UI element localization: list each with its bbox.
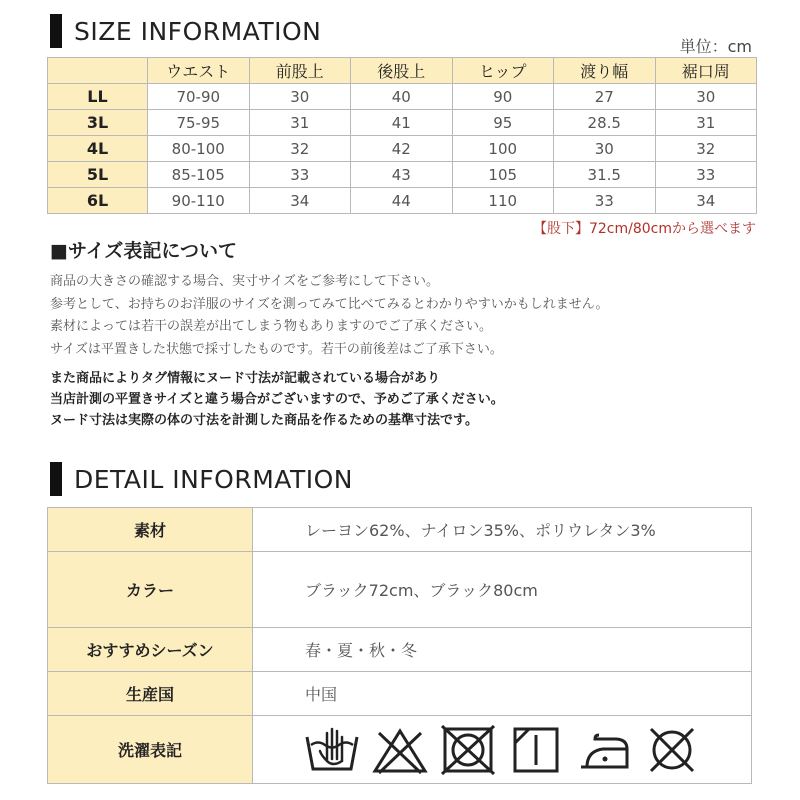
detail-label: 生産国 bbox=[48, 672, 253, 716]
table-cell: 105 bbox=[452, 162, 554, 188]
table-cell: 31.5 bbox=[554, 162, 656, 188]
table-cell: 95 bbox=[452, 110, 554, 136]
table-cell: 110 bbox=[452, 188, 554, 214]
table-row bbox=[48, 628, 752, 672]
note-line: 商品の大きさの確認する場合、実寸サイズをご参考にして下さい。 bbox=[50, 274, 439, 289]
table-cell: 70-90 bbox=[148, 84, 250, 110]
note-line: 当店計測の平置きサイズと違う場合がございますので、予めご了承ください。 bbox=[50, 392, 504, 407]
detail-label: カラー bbox=[48, 552, 253, 628]
size-label: 5L bbox=[48, 162, 148, 188]
detail-value: 中国 bbox=[253, 672, 752, 716]
table-cell: 34 bbox=[249, 188, 351, 214]
detail-section-header bbox=[50, 462, 353, 496]
table-cell: 31 bbox=[249, 110, 351, 136]
size-table-corner bbox=[48, 58, 148, 84]
detail-section-title: DETAIL INFORMATION bbox=[74, 464, 353, 494]
size-label: 3L bbox=[48, 110, 148, 136]
size-section-header bbox=[50, 14, 321, 48]
table-row bbox=[48, 672, 752, 716]
detail-label: 素材 bbox=[48, 508, 253, 552]
size-label: 6L bbox=[48, 188, 148, 214]
detail-value: 春・夏・秋・冬 bbox=[253, 628, 752, 672]
table-cell: 32 bbox=[655, 136, 757, 162]
detail-label: おすすめシーズン bbox=[48, 628, 253, 672]
hand-wash-icon bbox=[303, 725, 361, 775]
table-cell: 32 bbox=[249, 136, 351, 162]
table-cell: 30 bbox=[554, 136, 656, 162]
table-cell: 33 bbox=[249, 162, 351, 188]
size-note-body bbox=[50, 271, 608, 361]
size-label: LL bbox=[48, 84, 148, 110]
table-cell: 44 bbox=[351, 188, 453, 214]
column-header: 前股上 bbox=[249, 58, 351, 84]
table-row bbox=[48, 552, 752, 628]
table-cell: 30 bbox=[655, 84, 757, 110]
table-cell: 42 bbox=[351, 136, 453, 162]
iron-low-icon bbox=[575, 725, 633, 775]
column-header: 裾口周 bbox=[655, 58, 757, 84]
table-cell: 41 bbox=[351, 110, 453, 136]
unit-label: 単位：cm bbox=[679, 37, 752, 56]
nude-size-note bbox=[50, 368, 504, 431]
detail-table bbox=[47, 507, 752, 784]
table-cell: 28.5 bbox=[554, 110, 656, 136]
column-header: 後股上 bbox=[351, 58, 453, 84]
table-cell: 100 bbox=[452, 136, 554, 162]
table-row bbox=[48, 508, 752, 552]
care-icons bbox=[303, 725, 751, 775]
table-cell: 33 bbox=[655, 162, 757, 188]
no-dry-clean-icon bbox=[643, 725, 701, 775]
table-cell: 75-95 bbox=[148, 110, 250, 136]
no-tumble-dry-icon bbox=[439, 725, 497, 775]
size-table bbox=[47, 57, 757, 214]
care-icons-cell bbox=[253, 716, 752, 784]
size-label: 4L bbox=[48, 136, 148, 162]
note-line: サイズは平置きした状態で採寸したものです。若干の前後差はご了承下さい。 bbox=[50, 341, 503, 357]
table-row bbox=[48, 716, 752, 784]
detail-label: 洗濯表記 bbox=[48, 716, 253, 784]
note-line: 素材によっては若干の誤差が出てしまう物もありますのでご了承ください。 bbox=[50, 319, 493, 334]
column-header: ヒップ bbox=[452, 58, 554, 84]
inseam-note: 【股下】72cm/80cmから選べます bbox=[532, 221, 756, 237]
no-bleach-icon bbox=[371, 725, 429, 775]
note-line: また商品によりタグ情報にヌード寸法が記載されている場合があり bbox=[50, 371, 441, 386]
size-section-title: SIZE INFORMATION bbox=[74, 16, 322, 46]
table-cell: 90-110 bbox=[148, 188, 250, 214]
table-cell: 31 bbox=[655, 110, 757, 136]
column-header: 渡り幅 bbox=[554, 58, 656, 84]
size-table-header-row bbox=[48, 58, 757, 84]
table-cell: 27 bbox=[554, 84, 656, 110]
size-note-heading: ■サイズ表記について bbox=[50, 240, 238, 262]
table-row bbox=[48, 162, 757, 188]
table-cell: 34 bbox=[655, 188, 757, 214]
table-row bbox=[48, 84, 757, 110]
section-marker bbox=[50, 14, 62, 48]
table-cell: 85-105 bbox=[148, 162, 250, 188]
table-cell: 30 bbox=[249, 84, 351, 110]
detail-value: ブラック72cm、ブラック80cm bbox=[253, 552, 752, 628]
table-row bbox=[48, 188, 757, 214]
table-cell: 40 bbox=[351, 84, 453, 110]
column-header: ウエスト bbox=[148, 58, 250, 84]
note-line: ヌード寸法は実際の体の寸法を計測した商品を作るための基準寸法です。 bbox=[50, 413, 478, 428]
table-row bbox=[48, 136, 757, 162]
table-cell: 90 bbox=[452, 84, 554, 110]
line-dry-shade-icon bbox=[507, 725, 565, 775]
section-marker bbox=[50, 462, 62, 496]
detail-value: レーヨン62%、ナイロン35%、ポリウレタン3% bbox=[253, 508, 752, 552]
note-line: 参考として、お持ちのお洋服のサイズを測ってみて比べてみるとわかりやすいかもしれません。 bbox=[50, 296, 609, 312]
table-row bbox=[48, 110, 757, 136]
table-cell: 80-100 bbox=[148, 136, 250, 162]
table-cell: 33 bbox=[554, 188, 656, 214]
table-cell: 43 bbox=[351, 162, 453, 188]
